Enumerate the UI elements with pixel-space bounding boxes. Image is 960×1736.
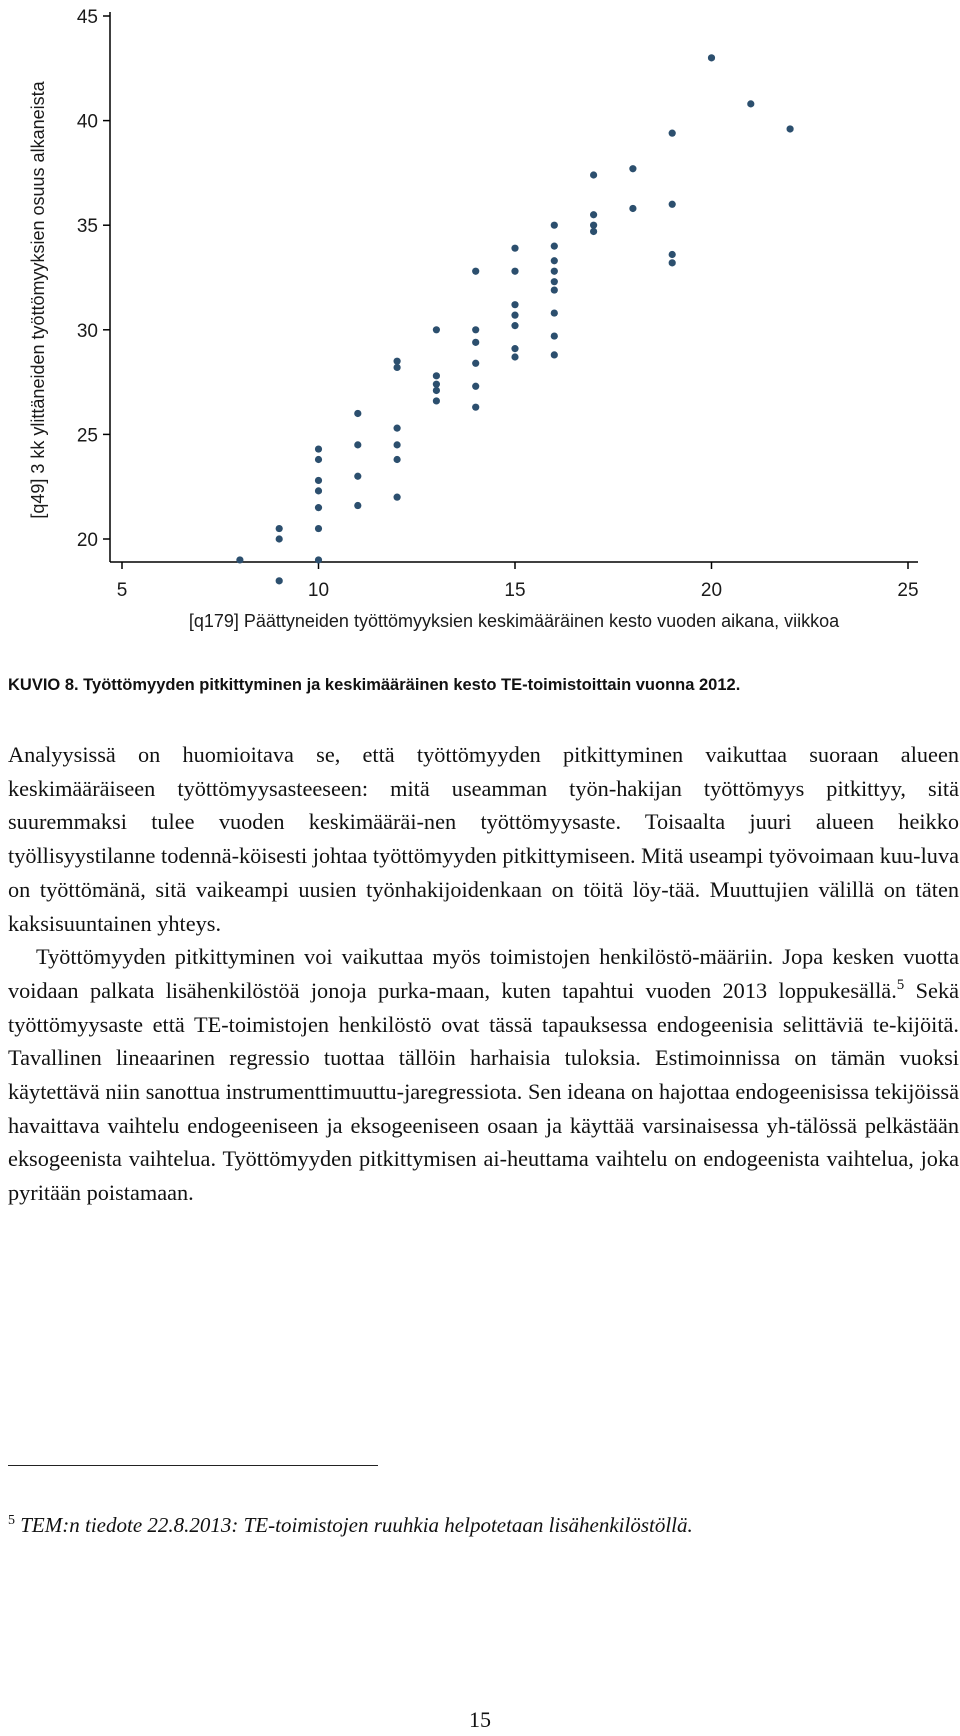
data-point: [433, 372, 440, 379]
x-tick-label: 5: [116, 580, 128, 601]
data-point: [669, 130, 676, 137]
data-point: [354, 410, 361, 417]
y-tick-label: 25: [76, 425, 98, 447]
data-point: [787, 125, 794, 132]
data-point: [590, 222, 597, 229]
data-point: [511, 312, 518, 319]
y-tick-label: 45: [76, 7, 98, 28]
x-ticks: [117, 562, 919, 601]
data-point: [511, 353, 518, 360]
data-point: [236, 556, 243, 563]
data-point: [315, 456, 322, 463]
y-axis-title: [q49] 3 kk ylittäneiden työttömyyksien osuus alkaneista: [28, 81, 48, 519]
data-point: [315, 487, 322, 494]
footnote-divider: [8, 1465, 378, 1466]
data-point: [708, 54, 715, 61]
y-ticks: [77, 7, 110, 551]
footnote-text: TEM:n tiedote 22.8.2013: TE-toimistojen ruuhkia helpotetaan lisähenkilöstöllä.: [20, 1513, 693, 1537]
body-text: [8, 738, 959, 1210]
data-point: [551, 309, 558, 316]
data-point: [669, 251, 676, 258]
data-point: [669, 201, 676, 208]
data-point: [394, 364, 401, 371]
footnote: [8, 1513, 948, 1538]
data-point: [472, 404, 479, 411]
data-point: [315, 504, 322, 511]
data-point: [472, 360, 479, 367]
page-number: 15: [469, 1707, 491, 1732]
paragraph-2-start: Työttömyyden pitkittyminen voi vaikuttaa myös toimistojen henkilöstö-määriin. Jopa kesken vuotta voidaan palkata lisähenkilöstöä jonoja purka-maan, kuten tapahtui vuoden 2013 loppukesällä.: [8, 944, 959, 1003]
data-point: [433, 381, 440, 388]
data-point: [472, 268, 479, 275]
data-point: [354, 441, 361, 448]
data-point: [511, 322, 518, 329]
data-point: [354, 502, 361, 509]
data-point: [629, 205, 636, 212]
data-point: [472, 339, 479, 346]
x-tick-label: 10: [307, 580, 330, 601]
data-point: [511, 245, 518, 252]
data-point: [315, 525, 322, 532]
y-tick-label: 35: [76, 216, 98, 238]
data-point: [551, 222, 558, 229]
x-axis-title: [q179] Päättyneiden työttömyyksien keskimääräinen kesto vuoden aikana, viikkoa: [188, 611, 840, 631]
data-point: [394, 358, 401, 365]
y-tick-label: 20: [76, 530, 98, 551]
data-point: [747, 100, 754, 107]
data-point: [590, 171, 597, 178]
data-point: [511, 268, 518, 275]
data-points: [236, 54, 793, 584]
paragraph-1: Analyysissä on huomioitava se, että työttömyyden pitkittyminen vaikuttaa suoraan alueen keskimääräiseen työttömyysasteeseen: mitä useamman työn-hakijan työttömyys pitkittyy, sitä suuremmaksi tulee vuoden keskimääräi-nen työttömyysaste. Toisaalta juuri alueen heikko työllisyystilanne todennä-köisesti johtaa työttömyyden pitkittymiseen. Mitä useampi työvoimaan kuu-luva on työttömänä, sitä vaikeampi uusien työnhakijoidenkaan on töitä löy-tää. Muuttujien välillä on täten kaksisuuntainen yhteys.: [8, 742, 959, 936]
data-point: [669, 259, 676, 266]
data-point: [551, 351, 558, 358]
data-point: [590, 211, 597, 218]
data-point: [276, 535, 283, 542]
data-point: [551, 286, 558, 293]
data-point: [354, 473, 361, 480]
paragraph-2-end: Sekä työttömyysaste että TE-toimistojen henkilöstö ovat tässä tapauksessa endogeenisia selittäviä te-kijöitä. Tavallinen lineaarinen regressio tuottaa tällöin harhaisia tuloksia. Estimoinnissa on tämän vuoksi käytettävä niin sanottua instrumenttimuuttu-jaregressiota. Sen ideana on hajottaa endogeenisissa tekijöissä havaittava vaihtelu endogeeniseen ja eksogeeniseen osaan ja käyttää varsinaisessa yh-tälössä pelkästään eksogeenista vaihtelua. Työttömyyden pitkittymisen ai-heuttama vaihtelu on endogeenista vaihtelua, joka pyritään poistamaan.: [8, 977, 960, 1206]
x-tick-label: 15: [504, 580, 526, 601]
x-tick-label: 25: [897, 580, 919, 601]
data-point: [551, 278, 558, 285]
data-point: [551, 257, 558, 264]
data-point: [315, 556, 322, 563]
data-point: [551, 243, 558, 250]
data-point: [629, 165, 636, 172]
data-point: [315, 445, 322, 452]
data-point: [472, 383, 479, 390]
data-point: [433, 397, 440, 404]
data-point: [433, 387, 440, 394]
data-point: [315, 477, 322, 484]
figure-caption: KUVIO 8. Työttömyyden pitkittyminen ja keskimääräinen kesto TE-toimistoittain vuonna 2012.: [8, 676, 741, 694]
y-tick-label: 40: [76, 111, 98, 133]
data-point: [511, 345, 518, 352]
data-point: [590, 228, 597, 235]
x-tick-label: 20: [700, 580, 723, 601]
data-point: [276, 525, 283, 532]
data-point: [511, 301, 518, 308]
paragraph-2: [8, 940, 959, 1210]
data-point: [551, 332, 558, 339]
data-point: [276, 577, 283, 584]
data-point: [394, 441, 401, 448]
data-point: [472, 326, 479, 333]
footnote-reference: 5: [896, 976, 905, 993]
data-point: [394, 425, 401, 432]
scatter-chart: [0, 0, 960, 650]
data-point: [394, 494, 401, 501]
data-point: [433, 326, 440, 333]
y-tick-label: 30: [76, 320, 98, 342]
footnote-number: 5: [8, 1513, 15, 1528]
data-point: [551, 268, 558, 275]
data-point: [394, 456, 401, 463]
